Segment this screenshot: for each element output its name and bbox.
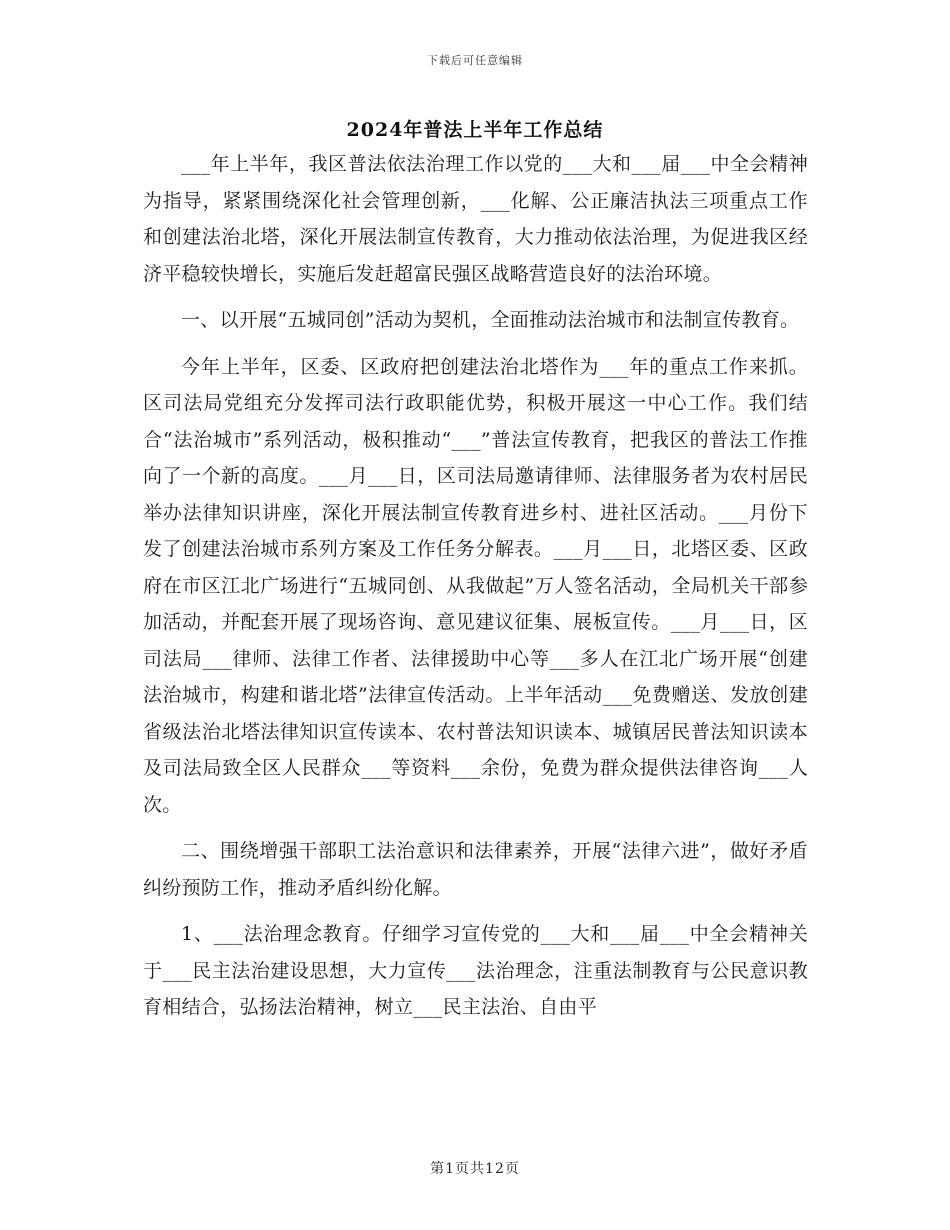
document-title: 2024年普法上半年工作总结 [346,119,604,141]
paragraph-section-1-body: 今年上半年，区委、区政府把创建法治北塔作为___年的重点工作来抓。区司法局党组充分发挥司法行政职能优势，积极开展这一中心工作。我们结合“法治城市”系列活动，极积推动“___”普法宣传教育，把我区的普法工作推向了一个新的高度。___月___日，区司法局邀请律师、法律服务者为农村居民举办法律知识讲座，深化开展法制宣传教育进乡村、进社区活动。___月份下发了创建法治城市系列方案及工作任务分解表。___月___日，北塔区委、区政府在市区江北广场进行“五城同创、从我做起”万人签名活动，全局机关干部参加活动，并配套开展了现场咨询、意见建议征集、展板宣传。___月___日，区司法局___律师、法律工作者、法律援助中心等___多人在江北广场开展“创建法治城市，构建和谐北塔”法律宣传活动。上半年活动___免费赠送、发放创建省级法治北塔法律知识宣传读本、农村普法知识读本、城镇居民普法知识读本及司法局致全区人民群众___等资料___余份，免费为群众提供法律咨询___人次。 [143,355,808,816]
paragraph-section-2-heading: 二、围绕增强干部职工法治意识和法律素养，开展“法律六进”，做好矛盾纠纷预防工作，推动矛盾纠纷化解。 [143,840,808,899]
paragraph-section-2-item-1: 1、___法治理念教育。仔细学习宣传党的___大和___届___中全会精神关于___民主法治建设思想，大力宣传___法治理念，注重法制教育与公民意识教育相结合，弘扬法治精神，树立___民主法治、自由平 [143,923,808,1018]
paragraph-section-1-heading: 一、以开展“五城同创”活动为契机，全面推动法治城市和法制宣传教育。 [181,309,800,331]
header-note: 下载后可任意编辑 [427,54,523,67]
paragraph-intro: ___年上半年，我区普法依法治理工作以党的___大和___届___中全会精神为指导，紧紧围绕深化社会管理创新，___化解、公正廉洁执法三项重点工作和创建法治北塔，深化开展法制宣传教育，大力推动依法治理，为促进我区经济平稳较快增长，实施后发赶超富民强区战略营造良好的法治环境。 [143,153,808,285]
page-footer: 第1页共12页 [430,1161,520,1177]
document-body [143,146,808,1036]
